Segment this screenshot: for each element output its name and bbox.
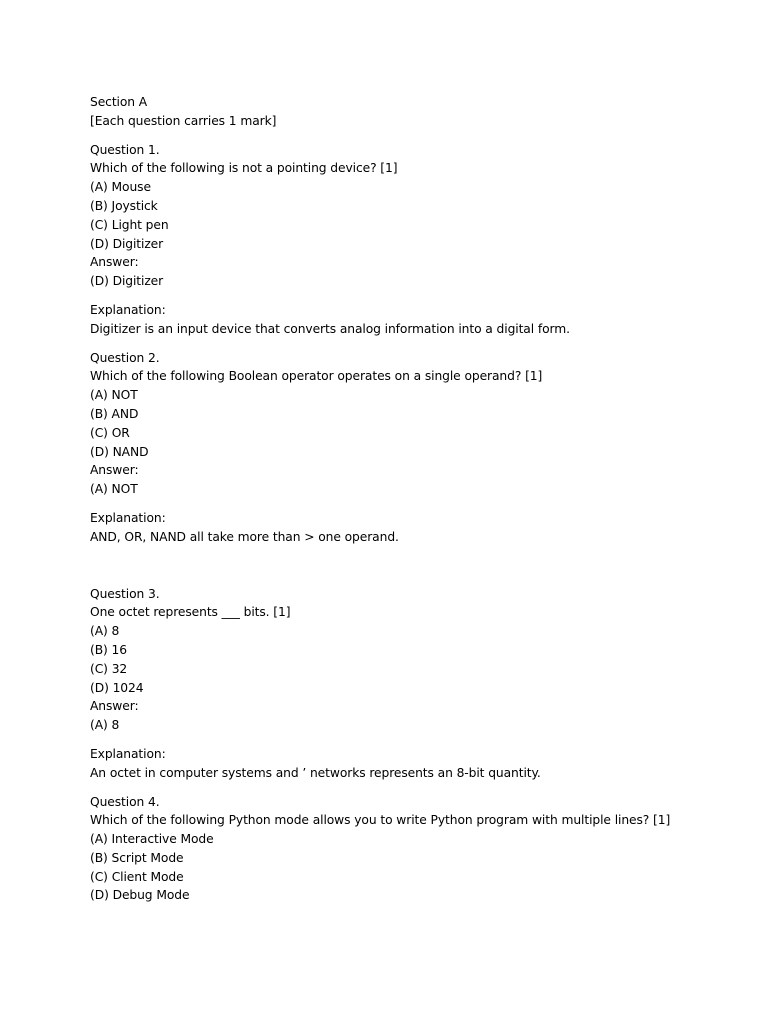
option-a: (A) 8 xyxy=(90,624,120,639)
document-page xyxy=(90,93,730,905)
question-number: Question 4. xyxy=(90,794,160,809)
question-block xyxy=(90,585,730,783)
question-number: Question 2. xyxy=(90,350,160,365)
answer-label: Answer: xyxy=(90,699,139,714)
section-title: Section A xyxy=(90,95,148,109)
option-a: (A) Mouse xyxy=(90,180,151,195)
question-text: One octet represents ___ bits. [1] xyxy=(90,605,291,620)
question-text: Which of the following is not a pointing device? [1] xyxy=(90,161,398,176)
option-d: (D) 1024 xyxy=(90,680,144,695)
explanation-label: Explanation: xyxy=(90,510,166,525)
question-block xyxy=(90,793,730,906)
explanation-text: An octet in computer systems and ’ networks represents an 8-bit quantity. xyxy=(90,765,541,780)
option-b: (B) AND xyxy=(90,406,139,421)
answer-value: (D) Digitizer xyxy=(90,274,164,289)
question-number: Question 3. xyxy=(90,586,160,601)
option-c: (C) Client Mode xyxy=(90,869,184,884)
explanation-text: Digitizer is an input device that converts analog information into a digital form. xyxy=(90,321,570,336)
option-b: (B) Joystick xyxy=(90,198,158,213)
explanation-label: Explanation: xyxy=(90,302,166,317)
question-block xyxy=(90,141,730,339)
option-a: (A) Interactive Mode xyxy=(90,832,214,847)
option-a: (A) NOT xyxy=(90,388,138,403)
option-b: (B) Script Mode xyxy=(90,850,184,865)
option-d: (D) Digitizer xyxy=(90,236,164,251)
option-c: (C) Light pen xyxy=(90,217,169,232)
option-b: (B) 16 xyxy=(90,642,127,657)
option-d: (D) NAND xyxy=(90,444,149,459)
answer-value: (A) NOT xyxy=(90,482,138,497)
section-note: [Each question carries 1 mark] xyxy=(90,113,277,128)
question-number: Question 1. xyxy=(90,142,160,157)
answer-label: Answer: xyxy=(90,255,139,270)
explanation-text: AND, OR, NAND all take more than > one operand. xyxy=(90,529,399,544)
option-c: (C) 32 xyxy=(90,661,128,676)
answer-value: (A) 8 xyxy=(90,718,120,733)
question-block xyxy=(90,349,730,547)
answer-label: Answer: xyxy=(90,463,139,478)
explanation-label: Explanation: xyxy=(90,746,166,761)
option-c: (C) OR xyxy=(90,425,130,440)
question-text: Which of the following Boolean operator operates on a single operand? [1] xyxy=(90,369,543,384)
question-text: Which of the following Python mode allows you to write Python program with multiple lines? [1] xyxy=(90,813,671,828)
option-d: (D) Debug Mode xyxy=(90,888,190,903)
